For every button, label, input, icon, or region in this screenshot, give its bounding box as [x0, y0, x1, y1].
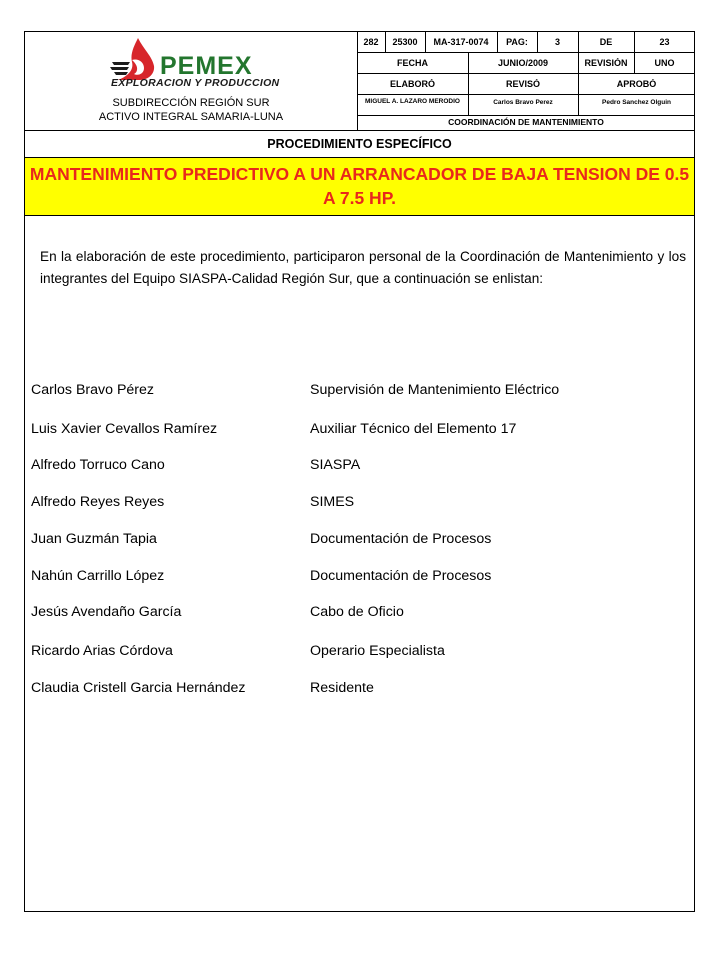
participant-role: SIMES: [310, 494, 355, 510]
header-of-label: DE: [599, 37, 613, 47]
header-line-4: [357, 115, 695, 116]
pemex-logo-text: PEMEX: [160, 52, 253, 80]
header-elaboro-name: MIGUEL A. LAZARO MERODIO: [365, 98, 460, 105]
document-title: MANTENIMIENTO PREDICTIVO A UN ARRANCADOR DE BAJA TENSION DE 0.5 A 7.5 HP.: [29, 164, 690, 208]
participant-name: Ricardo Arias Córdova: [31, 643, 173, 659]
participant-role: Cabo de Oficio: [310, 604, 404, 620]
activo-line: ACTIVO INTEGRAL SAMARIA-LUNA: [98, 111, 284, 123]
header-code-1: 282: [363, 37, 379, 47]
header-page-number: 3: [554, 37, 560, 47]
participant-role: Documentación de Procesos: [310, 531, 492, 547]
procedure-type-label: PROCEDIMIENTO ESPECÍFICO: [267, 137, 452, 151]
header-doc-code: MA-317-0074: [433, 37, 489, 47]
participant-role: Supervisión de Mantenimiento Eléctrico: [310, 382, 560, 398]
header-bottom-line: [24, 130, 695, 131]
header-revision-label: REVISIÓN: [584, 58, 628, 68]
participant-name: Jesús Avendaño García: [31, 604, 182, 620]
participant-role: Documentación de Procesos: [310, 568, 492, 584]
header-total-pages: 23: [659, 37, 670, 47]
header-aprobo-label: APROBÓ: [616, 79, 657, 89]
pemex-eagle-logo-icon: [108, 36, 164, 82]
header-reviso-name: Carlos Bravo Perez: [493, 99, 553, 106]
participant-name: Carlos Bravo Pérez: [31, 382, 155, 398]
header-line-2: [357, 73, 695, 74]
participant-role: Operario Especialista: [310, 643, 445, 659]
header-fecha-label: FECHA: [397, 58, 428, 68]
participant-name: Alfredo Reyes Reyes: [31, 494, 165, 510]
header-page-label: PAG:: [506, 37, 528, 47]
header-fecha-value: JUNIO/2009: [497, 58, 549, 68]
participant-role: Residente: [310, 680, 374, 696]
header-code-2: 25300: [392, 37, 418, 47]
participant-name: Alfredo Torruco Cano: [31, 457, 165, 473]
participant-name: Claudia Cristell Garcia Hernández: [31, 680, 246, 696]
participant-role: SIASPA: [310, 457, 361, 473]
header-coordinacion: COORDINACIÓN DE MANTENIMIENTO: [448, 117, 604, 127]
participant-role: Auxiliar Técnico del Elemento 17: [310, 421, 517, 437]
participant-name: Luis Xavier Cevallos Ramírez: [31, 421, 218, 437]
header-line-1: [357, 52, 695, 53]
header-revision-value: UNO: [654, 58, 675, 68]
pemex-logo-subtitle: EXPLORACION Y PRODUCCION: [111, 77, 280, 89]
header-aprobo-name: Pedro Sanchez Olguin: [602, 99, 671, 106]
participant-name: Nahún Carrillo López: [31, 568, 165, 584]
intro-paragraph: En la elaboración de este procedimiento, participaron personal de la Coordinación de Mantenimiento y los integrantes del Equipo SIASPA-Calidad Región Sur, que a continuación se enlistan:: [40, 249, 686, 286]
participant-name: Juan Guzmán Tapia: [31, 531, 157, 547]
title-banner: [24, 157, 695, 216]
subdireccion-line: SUBDIRECCIÓN REGIÓN SUR: [112, 97, 270, 109]
subdireccion-label: [26, 96, 356, 124]
header-elaboro-label: ELABORÓ: [390, 79, 435, 89]
header-line-3: [357, 94, 695, 95]
header-reviso-label: REVISÓ: [505, 79, 540, 89]
